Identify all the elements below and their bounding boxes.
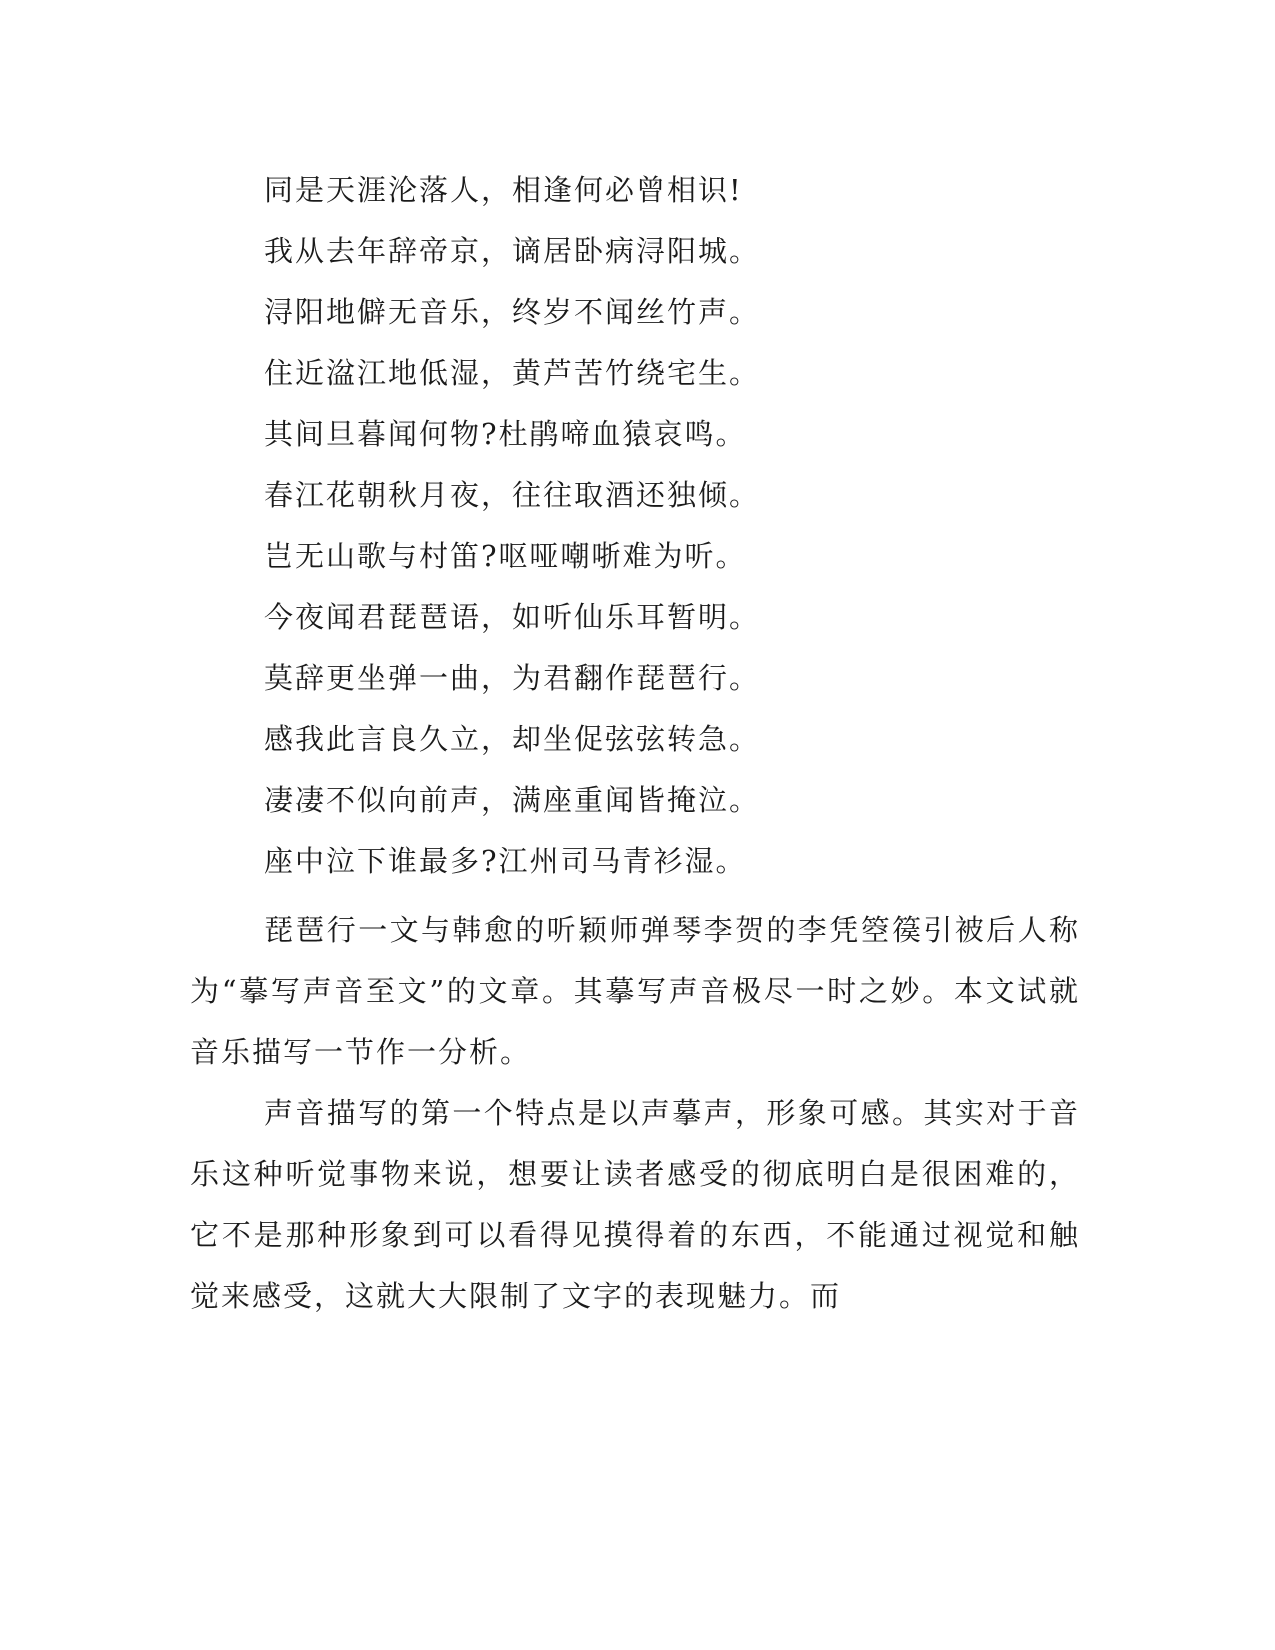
poem-line: 感我此言良久立，却坐促弦弦转急。 — [264, 722, 761, 756]
poem-line: 住近湓江地低湿，黄芦苦竹绕宅生。 — [264, 356, 761, 390]
poem-line: 春江花朝秋月夜，往往取酒还独倾。 — [264, 478, 761, 512]
poem-line: 浔阳地僻无音乐，终岁不闻丝竹声。 — [264, 295, 761, 329]
essay-paragraph: 琵琶行一文与韩愈的听颖师弹琴李贺的李凭箜篌引被后人称为“摹写声音至文”的文章。其摹写声音极尽一时之妙。本文试就音乐描写一节作一分析。 — [190, 913, 1080, 1069]
essay-body — [190, 900, 1080, 1327]
poem-line: 其间旦暮闻何物?杜鹃啼血猿哀鸣。 — [264, 417, 747, 451]
poem-block — [264, 168, 1124, 900]
poem-line: 凄凄不似向前声，满座重闻皆掩泣。 — [264, 783, 761, 817]
poem-line: 座中泣下谁最多?江州司马青衫湿。 — [264, 844, 747, 878]
poem-line: 我从去年辞帝京，谪居卧病浔阳城。 — [264, 234, 761, 268]
essay-paragraph: 声音描写的第一个特点是以声摹声，形象可感。其实对于音乐这种听觉事物来说，想要让读者感受的彻底明白是很困难的，它不是那种形象到可以看得见摸得着的东西，不能通过视觉和触觉来感受，这就大大限制了文字的表现魅力。而 — [190, 1096, 1080, 1313]
poem-line: 莫辞更坐弹一曲，为君翻作琵琶行。 — [264, 661, 761, 695]
poem-line: 今夜闻君琵琶语，如听仙乐耳暂明。 — [264, 600, 761, 634]
poem-line: 岂无山歌与村笛?呕哑嘲哳难为听。 — [264, 539, 747, 573]
poem-line: 同是天涯沦落人，相逢何必曾相识! — [264, 173, 743, 207]
